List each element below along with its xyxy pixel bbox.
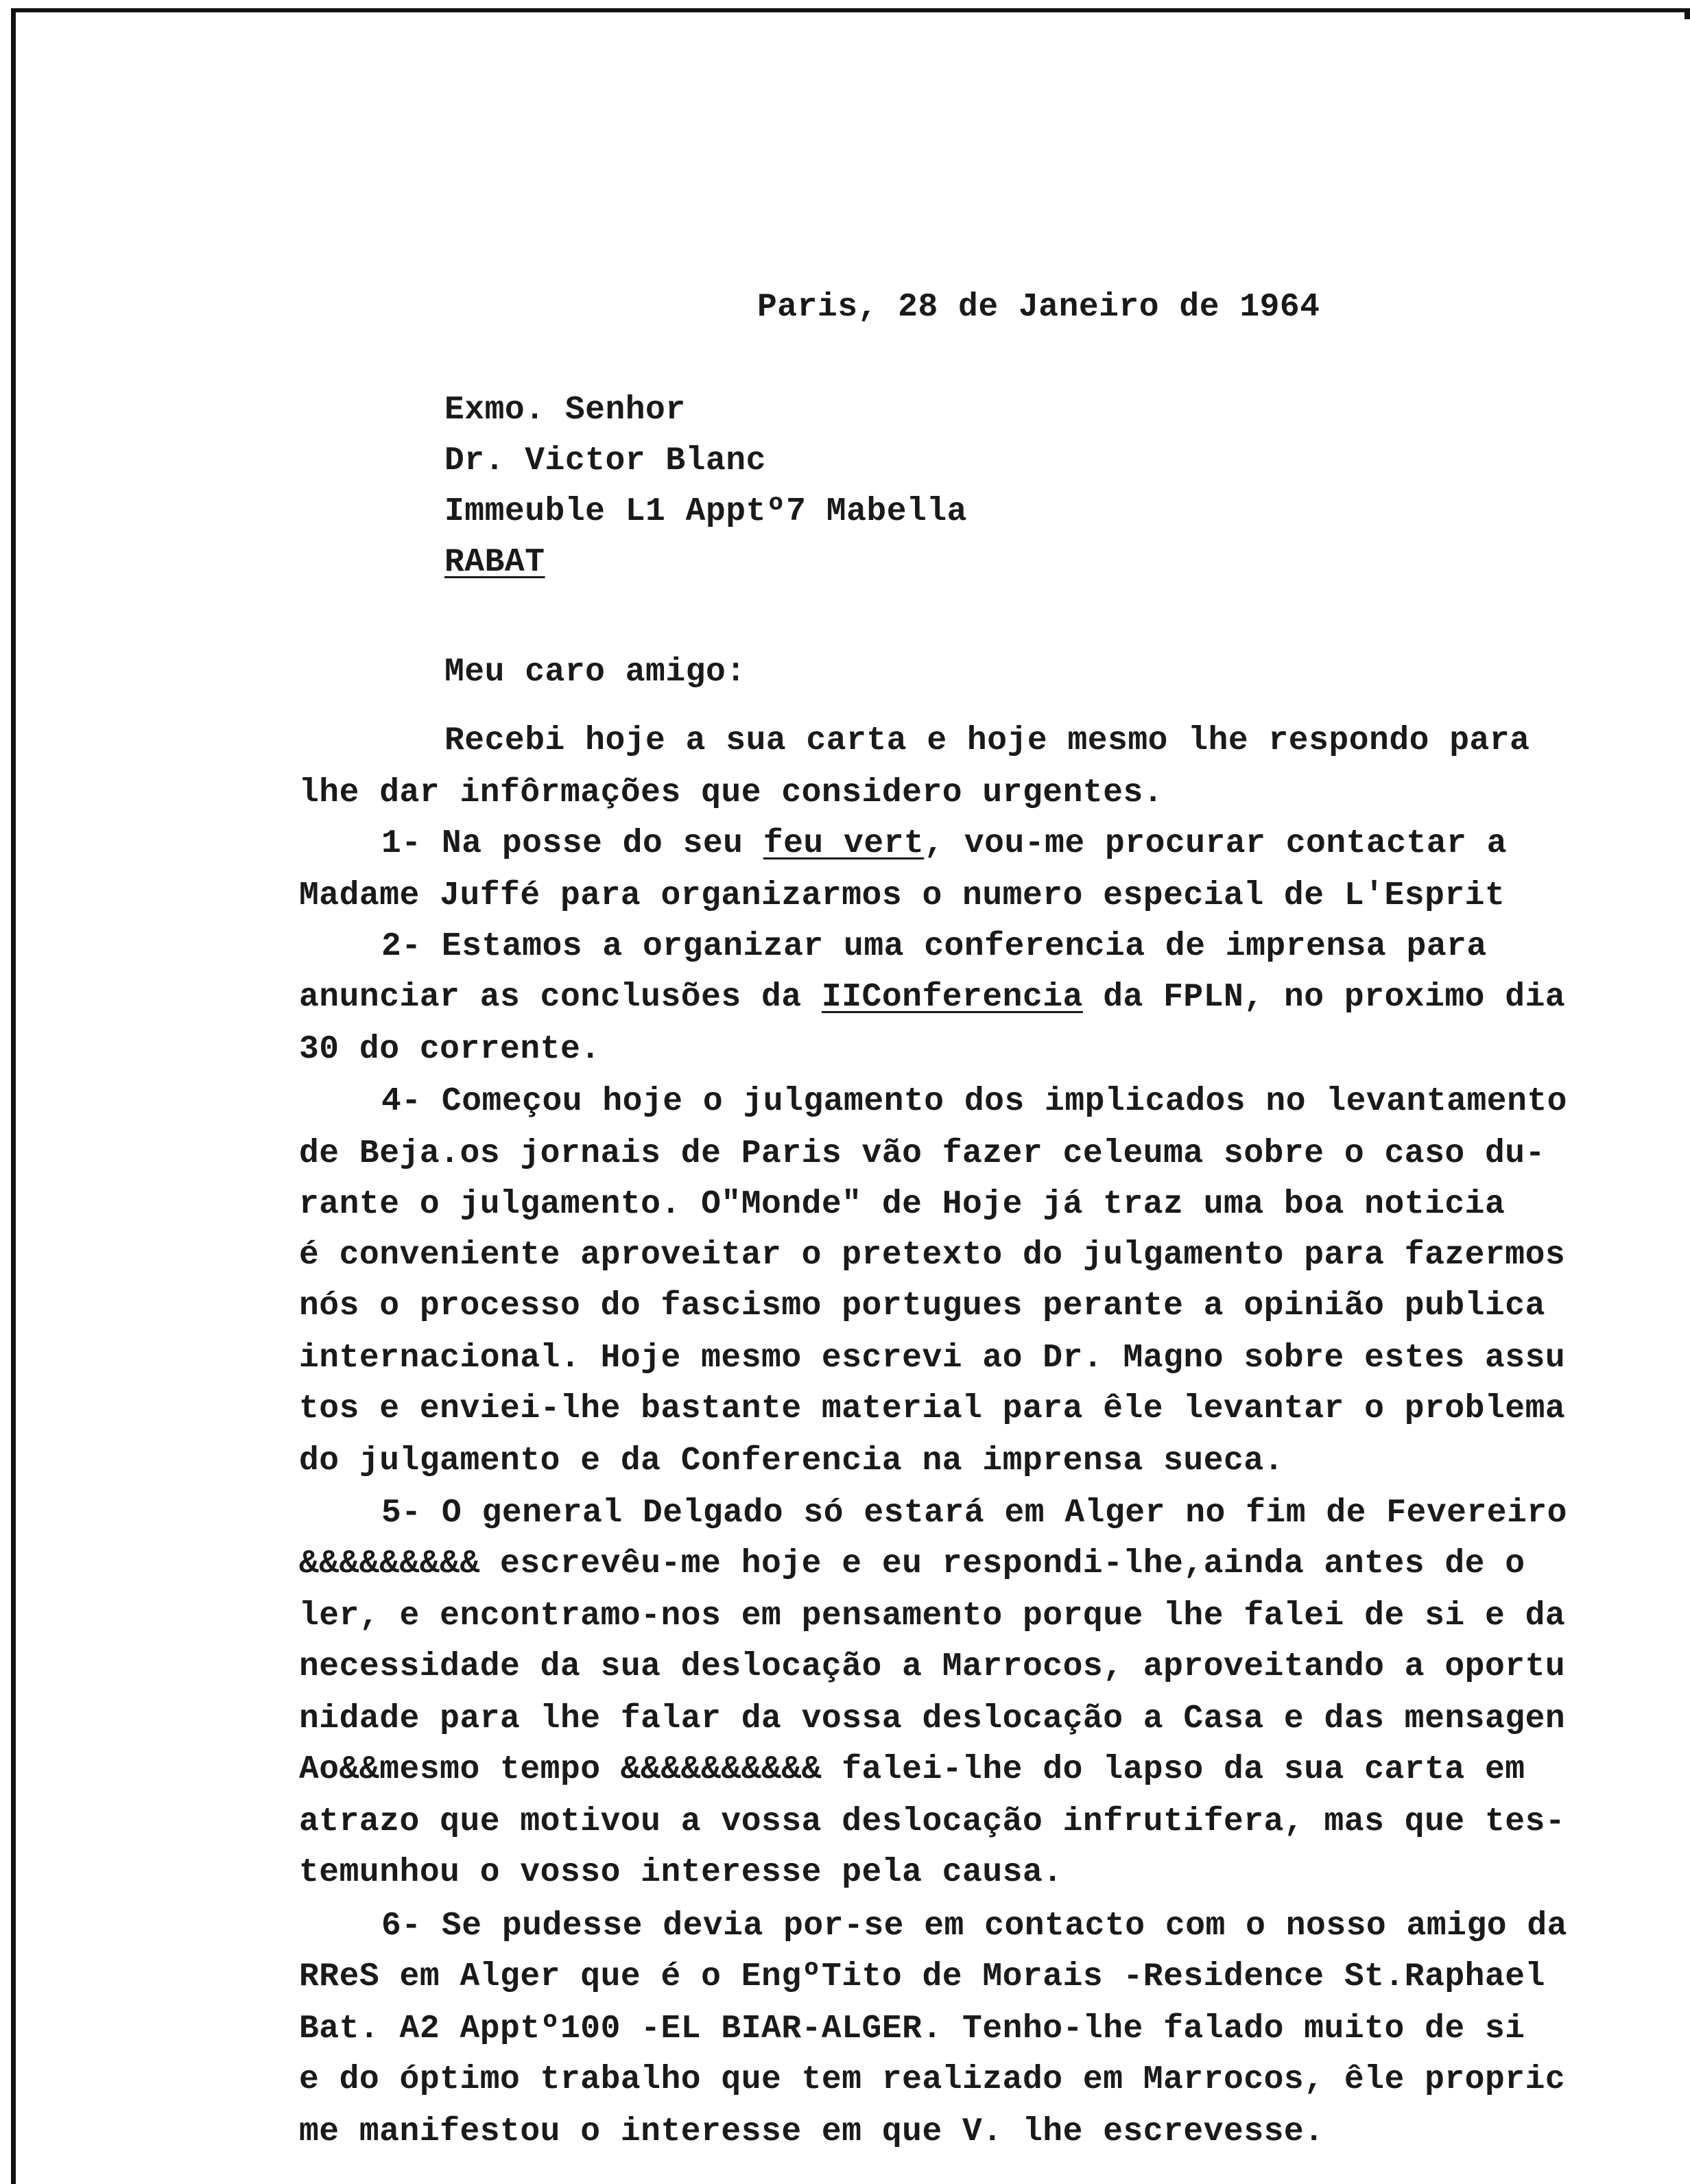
body-line [299, 1543, 1525, 1584]
body-line [299, 1749, 1525, 1790]
body-line: lhe dar infôrmações que considero urgentes. [299, 774, 1164, 811]
body-line: ler, e encontramo-nos em pensamento porque lhe falei de si e da [299, 1598, 1566, 1635]
address-street: Immeuble L1 Apptº7 Mabella [444, 493, 967, 530]
body-line: 30 do corrente. [299, 1031, 601, 1068]
struck-text: Ao&& [299, 1751, 380, 1788]
body-text: escrevêu-me hoje e eu respondi-lhe,ainda antes de o [479, 1545, 1525, 1582]
struck-text: &&&&&&&&& [299, 1545, 480, 1582]
body-line: 4- Começou hoje o julgamento dos implicados no levantamento [381, 1083, 1567, 1120]
body-line: internacional. Hoje mesmo escrevi ao Dr. Magno sobre estes assu [299, 1340, 1566, 1377]
body-text: 1- Na posse do seu [381, 825, 763, 862]
body-line: temunhou o vosso interesse pela causa. [299, 1854, 1063, 1891]
body-text: mesmo tempo [379, 1751, 621, 1788]
scan-border-top [14, 8, 1690, 12]
body-line: 2- Estamos a organizar uma conferencia de imprensa para [381, 928, 1487, 965]
scan-border-left [11, 8, 16, 2184]
date-line: Paris, 28 de Janeiro de 1964 [757, 289, 1320, 326]
body-line: nidade para lhe falar da vossa deslocação a Casa e das mensagen [299, 1700, 1566, 1737]
body-line: rante o julgamento. O"Monde" de Hoje já traz uma boa noticia [299, 1186, 1505, 1223]
body-line: Madame Juffé para organizarmos o numero especial de L'Esprit [299, 877, 1505, 914]
body-line: Recebi hoje a sua carta e hoje mesmo lhe respondo para [444, 722, 1530, 759]
underlined-text: feu vert [763, 825, 925, 862]
body-line [381, 823, 1507, 864]
struck-text: &&&&&&&&&& [620, 1751, 822, 1788]
body-line: Bat. A2 Apptº100 -EL BIAR-ALGER. Tenho-lhe falado muito de si [299, 2010, 1525, 2048]
body-line: nós o processo do fascismo portugues perante a opinião publica [299, 1287, 1545, 1325]
body-line: RReS em Alger que é o EngºTito de Morais -Residence St.Raphael [299, 1958, 1545, 1995]
address-city: RABAT [444, 544, 545, 581]
body-text: anunciar as conclusões da [299, 979, 822, 1016]
body-line: necessidade da sua deslocação a Marrocos, aproveitando a oportu [299, 1648, 1566, 1685]
body-text: falei-lhe do lapso da sua carta em [821, 1751, 1525, 1788]
body-line: tos e enviei-lhe bastante material para êle levantar o problema [299, 1390, 1566, 1427]
body-text: da FPLN, no proximo dia [1082, 979, 1566, 1016]
address-name: Dr. Victor Blanc [444, 442, 766, 479]
body-line: me manifestou o interesse em que V. lhe escrevesse. [299, 2113, 1324, 2150]
body-line: e do óptimo trabalho que tem realizado em Marrocos, êle propric [299, 2061, 1566, 2098]
body-line: atrazo que motivou a vossa deslocação infrutifera, mas que tes- [299, 1803, 1566, 1840]
body-line: do julgamento e da Conferencia na imprensa sueca. [299, 1443, 1284, 1480]
scan-border-corner [1685, 8, 1690, 19]
body-text: , vou-me procurar contactar a [924, 825, 1508, 862]
greeting: Meu caro amigo: [444, 654, 746, 691]
body-line: é conveniente aproveitar o pretexto do julgamento para fazermos [299, 1237, 1566, 1274]
body-line [299, 977, 1565, 1018]
body-line: 6- Se pudesse devia por-se em contacto com o nosso amigo da [381, 1908, 1567, 1945]
address-title: Exmo. Senhor [444, 392, 686, 429]
body-line: de Beja.os jornais de Paris vão fazer celeuma sobre o caso du- [299, 1135, 1545, 1172]
body-line: 5- O general Delgado só estará em Alger no fim de Fevereiro [381, 1495, 1567, 1532]
underlined-text: IIConferencia [821, 979, 1083, 1016]
